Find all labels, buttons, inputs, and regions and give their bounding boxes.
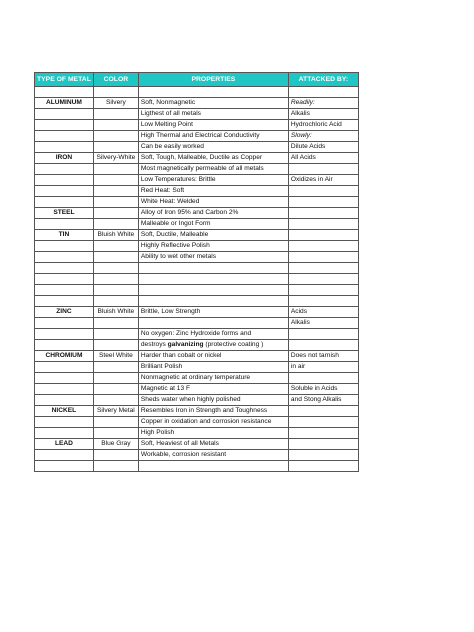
cell-attacked-by[interactable]: Oxidizes in Air <box>288 175 358 186</box>
cell-color[interactable]: Silvery-White <box>93 153 138 164</box>
cell-properties[interactable]: Copper in oxidation and corrosion resistance <box>138 417 288 428</box>
table-row <box>35 384 359 395</box>
cell-attacked-by[interactable]: Alkalis <box>288 318 358 329</box>
cell-type-of-metal[interactable]: LEAD <box>35 439 94 450</box>
cell-color[interactable] <box>93 362 138 373</box>
cell-type-of-metal[interactable] <box>35 219 94 230</box>
table-row <box>35 230 359 241</box>
cell-attacked-by[interactable]: Dilute Acids <box>288 142 358 153</box>
table-row <box>35 450 359 461</box>
cell-properties[interactable]: No oxygen: Zinc Hydroxide forms and <box>138 329 288 340</box>
cell-color[interactable] <box>93 241 138 252</box>
properties-text: destroys <box>140 341 168 348</box>
cell-type-of-metal[interactable] <box>35 296 94 307</box>
cell-color[interactable] <box>93 164 138 175</box>
cell-properties[interactable]: Brittle, Low Strength <box>138 307 288 318</box>
cell-color[interactable] <box>93 296 138 307</box>
cell-attacked-by[interactable] <box>288 439 358 450</box>
cell-type-of-metal[interactable]: ZINC <box>35 307 94 318</box>
cell-properties[interactable] <box>138 274 288 285</box>
cell-properties[interactable]: Alloy of Iron 95% and Carbon 2% <box>138 208 288 219</box>
table-row <box>35 109 359 120</box>
cell-properties[interactable]: Workable, corrosion resistant <box>138 450 288 461</box>
cell-type-of-metal[interactable] <box>35 461 94 472</box>
cell-properties[interactable]: Low Temperatures: Brittle <box>138 175 288 186</box>
table-row <box>35 208 359 219</box>
table-row <box>35 197 359 208</box>
cell-properties[interactable]: Soft, Heaviest of all Metals <box>138 439 288 450</box>
table-row <box>35 175 359 186</box>
table-row <box>35 274 359 285</box>
cell-color[interactable] <box>93 450 138 461</box>
cell-attacked-by[interactable] <box>288 406 358 417</box>
cell-attacked-by[interactable] <box>288 230 358 241</box>
table-row <box>35 164 359 175</box>
cell-type-of-metal[interactable] <box>35 241 94 252</box>
table-row <box>35 351 359 362</box>
cell-type-of-metal[interactable] <box>35 362 94 373</box>
cell-type-of-metal[interactable] <box>35 252 94 263</box>
cell-type-of-metal[interactable] <box>35 329 94 340</box>
cell-type-of-metal[interactable] <box>35 340 94 351</box>
cell-color[interactable] <box>93 252 138 263</box>
cell-color[interactable] <box>93 318 138 329</box>
cell-type-of-metal[interactable] <box>35 197 94 208</box>
cell-properties[interactable] <box>138 263 288 274</box>
cell-type-of-metal[interactable] <box>35 142 94 153</box>
cell-attacked-by[interactable]: and Stong Alkalis <box>288 395 358 406</box>
cell-color[interactable] <box>93 120 138 131</box>
cell-color[interactable] <box>93 395 138 406</box>
cell-properties[interactable]: Malleable or Ingot Form <box>138 219 288 230</box>
cell-type-of-metal[interactable]: TIN <box>35 230 94 241</box>
table-row <box>35 340 359 351</box>
cell-type-of-metal[interactable] <box>35 318 94 329</box>
cell-type-of-metal[interactable]: CHROMIUM <box>35 351 94 362</box>
cell-color[interactable] <box>93 263 138 274</box>
table-row <box>35 395 359 406</box>
cell-properties[interactable] <box>138 296 288 307</box>
table-row <box>35 428 359 439</box>
cell-type-of-metal[interactable] <box>35 109 94 120</box>
cell-properties[interactable]: Magnetic at 13 F <box>138 384 288 395</box>
cell-properties[interactable]: Nonmagnetic at ordinary temperature <box>138 373 288 384</box>
cell-properties[interactable] <box>138 461 288 472</box>
cell-color[interactable] <box>93 285 138 296</box>
cell-properties[interactable]: Most magnetically permeable of all metals <box>138 164 288 175</box>
cell-type-of-metal[interactable]: NICKEL <box>35 406 94 417</box>
table-row <box>35 296 359 307</box>
cell-type-of-metal[interactable]: IRON <box>35 153 94 164</box>
table-row <box>35 263 359 274</box>
cell-properties[interactable] <box>138 318 288 329</box>
cell-attacked-by[interactable]: All Acids <box>288 153 358 164</box>
cell-attacked-by[interactable]: Soluble in Acids <box>288 384 358 395</box>
cell-properties[interactable]: Highly Reflective Polish <box>138 241 288 252</box>
cell-attacked-by[interactable] <box>288 285 358 296</box>
table-row <box>35 219 359 230</box>
properties-text-after: (protective coating ) <box>203 341 264 348</box>
table-row <box>35 186 359 197</box>
cell-attacked-by[interactable]: Hydrochloric Acid <box>288 120 358 131</box>
table-row <box>35 98 359 109</box>
cell-attacked-by[interactable]: Readily: <box>288 98 358 109</box>
table-row <box>35 439 359 450</box>
cell-color[interactable] <box>93 175 138 186</box>
cell-attacked-by[interactable] <box>288 373 358 384</box>
cell-color[interactable]: Blue Gray <box>93 439 138 450</box>
cell-color[interactable] <box>93 428 138 439</box>
table-row <box>35 153 359 164</box>
cell-properties[interactable]: Resembles Iron in Strength and Toughness <box>138 406 288 417</box>
cell-color[interactable] <box>93 131 138 142</box>
cell-color[interactable] <box>93 373 138 384</box>
cell-color[interactable] <box>93 219 138 230</box>
cell-attacked-by[interactable]: Alkalis <box>288 109 358 120</box>
table-row <box>35 241 359 252</box>
cell-properties[interactable]: Low Melting Point <box>138 120 288 131</box>
properties-bold-text: galvanizing <box>167 341 204 348</box>
table-row <box>35 131 359 142</box>
cell-type-of-metal[interactable] <box>35 164 94 175</box>
cell-color[interactable]: Steel White <box>93 351 138 362</box>
cell-color[interactable] <box>93 109 138 120</box>
cell-type-of-metal[interactable] <box>35 285 94 296</box>
cell-type-of-metal[interactable]: ALUMINUM <box>35 98 94 109</box>
cell-properties[interactable] <box>138 340 288 351</box>
cell-type-of-metal[interactable] <box>35 384 94 395</box>
header-properties[interactable]: PROPERTIES <box>138 73 288 87</box>
cell-type-of-metal[interactable] <box>35 263 94 274</box>
cell-color[interactable] <box>93 87 138 98</box>
header-row <box>35 73 359 87</box>
table-row <box>35 120 359 131</box>
cell-properties[interactable]: High Polish <box>138 428 288 439</box>
table-row <box>35 252 359 263</box>
header-type-of-metal[interactable]: TYPE OF METAL <box>35 73 94 87</box>
cell-attacked-by[interactable]: in air <box>288 362 358 373</box>
cell-type-of-metal[interactable]: STEEL <box>35 208 94 219</box>
table-row <box>35 307 359 318</box>
cell-color[interactable] <box>93 384 138 395</box>
cell-attacked-by[interactable] <box>288 208 358 219</box>
cell-type-of-metal[interactable] <box>35 417 94 428</box>
cell-properties[interactable] <box>138 285 288 296</box>
cell-type-of-metal[interactable] <box>35 274 94 285</box>
cell-properties[interactable]: Can be easily worked <box>138 142 288 153</box>
cell-type-of-metal[interactable] <box>35 87 94 98</box>
table-row <box>35 417 359 428</box>
cell-type-of-metal[interactable] <box>35 131 94 142</box>
cell-attacked-by[interactable] <box>288 428 358 439</box>
table-row <box>35 373 359 384</box>
table-row <box>35 285 359 296</box>
table-row <box>35 318 359 329</box>
cell-attacked-by[interactable] <box>288 186 358 197</box>
cell-attacked-by[interactable] <box>288 274 358 285</box>
cell-properties[interactable]: Soft, Nonmagnetic <box>138 98 288 109</box>
cell-attacked-by[interactable] <box>288 450 358 461</box>
cell-properties[interactable]: Soft, Ductile, Malleable <box>138 230 288 241</box>
cell-attacked-by[interactable]: Acids <box>288 307 358 318</box>
cell-attacked-by[interactable] <box>288 296 358 307</box>
cell-properties[interactable]: High Thermal and Electrical Conductivity <box>138 131 288 142</box>
cell-properties[interactable]: Ability to wet other metals <box>138 252 288 263</box>
cell-properties[interactable]: Brilliant Polish <box>138 362 288 373</box>
table-row <box>35 142 359 153</box>
cell-properties[interactable]: Harder than cobalt or nickel <box>138 351 288 362</box>
cell-attacked-by[interactable] <box>288 461 358 472</box>
cell-color[interactable] <box>93 197 138 208</box>
metals-table <box>34 72 359 472</box>
cell-color[interactable]: Silvery <box>93 98 138 109</box>
cell-type-of-metal[interactable] <box>35 186 94 197</box>
table-row <box>35 406 359 417</box>
table-row <box>35 87 359 98</box>
header-attacked-by[interactable]: ATTACKED BY: <box>288 73 358 87</box>
cell-attacked-by[interactable] <box>288 252 358 263</box>
cell-attacked-by[interactable]: Slowly: <box>288 131 358 142</box>
cell-type-of-metal[interactable] <box>35 428 94 439</box>
cell-color[interactable] <box>93 340 138 351</box>
cell-attacked-by[interactable]: Does not tarnish <box>288 351 358 362</box>
cell-type-of-metal[interactable] <box>35 175 94 186</box>
table-row <box>35 362 359 373</box>
cell-type-of-metal[interactable] <box>35 450 94 461</box>
cell-properties[interactable]: White Heat: Welded <box>138 197 288 208</box>
cell-properties[interactable]: Soft, Tough, Malleable, Ductile as Copper <box>138 153 288 164</box>
table-row <box>35 461 359 472</box>
cell-color[interactable]: Silvery Metal <box>93 406 138 417</box>
cell-attacked-by[interactable] <box>288 219 358 230</box>
cell-color[interactable] <box>93 329 138 340</box>
cell-color[interactable] <box>93 208 138 219</box>
cell-properties[interactable] <box>138 87 288 98</box>
cell-type-of-metal[interactable] <box>35 395 94 406</box>
cell-attacked-by[interactable] <box>288 329 358 340</box>
cell-color[interactable]: Bluish White <box>93 307 138 318</box>
cell-type-of-metal[interactable] <box>35 120 94 131</box>
cell-color[interactable] <box>93 274 138 285</box>
cell-attacked-by[interactable] <box>288 197 358 208</box>
header-color[interactable]: COLOR <box>93 73 138 87</box>
cell-color[interactable] <box>93 461 138 472</box>
cell-attacked-by[interactable] <box>288 417 358 428</box>
cell-color[interactable] <box>93 142 138 153</box>
cell-properties[interactable]: Ligthest of all metals <box>138 109 288 120</box>
cell-type-of-metal[interactable] <box>35 373 94 384</box>
cell-attacked-by[interactable] <box>288 241 358 252</box>
cell-properties[interactable]: Red Heat: Soft <box>138 186 288 197</box>
cell-attacked-by[interactable] <box>288 164 358 175</box>
cell-color[interactable] <box>93 417 138 428</box>
cell-color[interactable] <box>93 186 138 197</box>
cell-attacked-by[interactable] <box>288 340 358 351</box>
cell-attacked-by[interactable] <box>288 87 358 98</box>
table-row <box>35 329 359 340</box>
cell-color[interactable]: Bluish White <box>93 230 138 241</box>
cell-properties[interactable]: Sheds water when highly polished <box>138 395 288 406</box>
cell-attacked-by[interactable] <box>288 263 358 274</box>
